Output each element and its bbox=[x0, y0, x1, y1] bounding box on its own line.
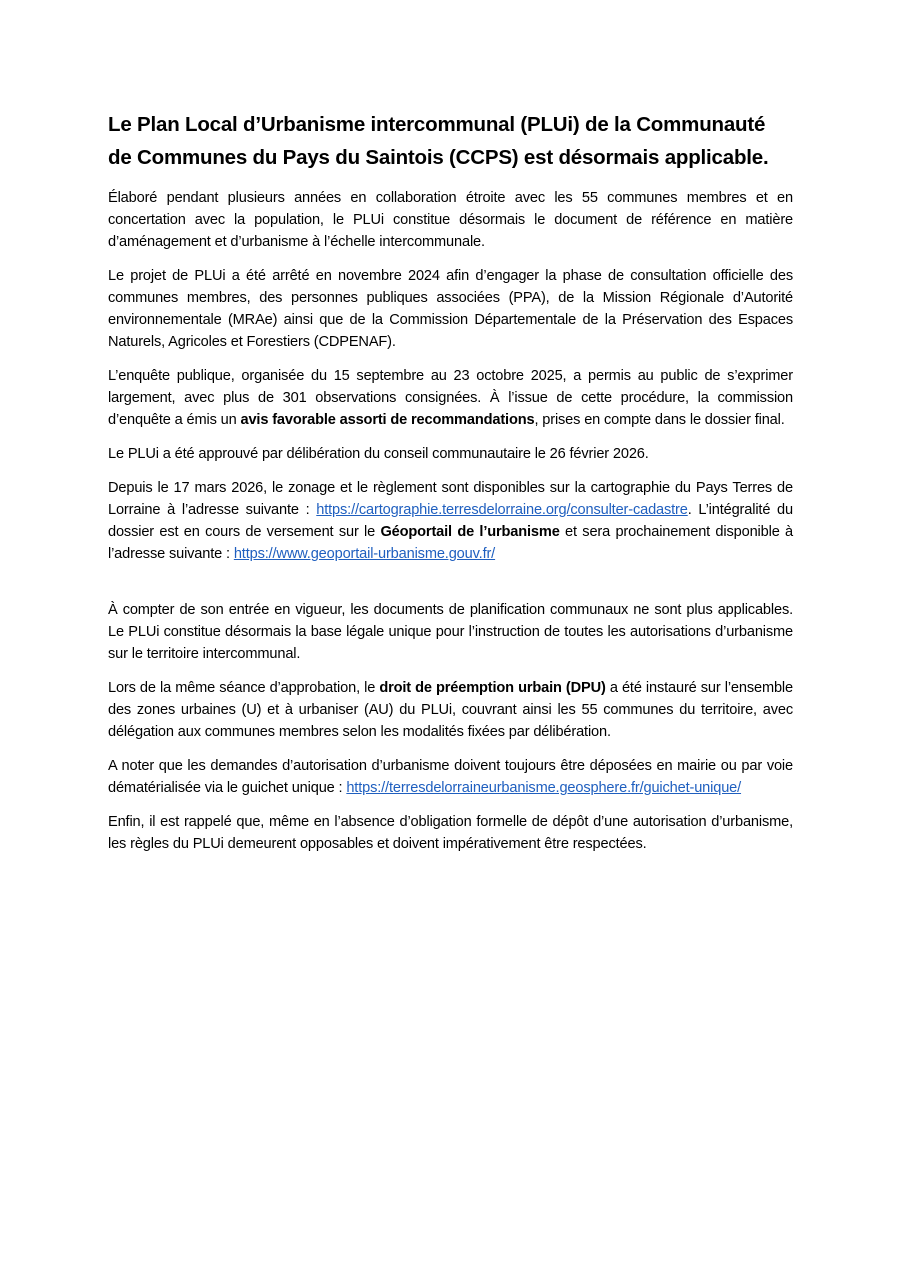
paragraph-entry-into-force: À compter de son entrée en vigueur, les documents de planification communaux ne sont plus applicables. Le PLUi constitue désormais la base légale unique pour l’instruction de toutes les autorisations d’urbanisme sur le territoire intercommunal. bbox=[108, 602, 793, 662]
document-page bbox=[108, 108, 793, 867]
paragraph-reminder: Enfin, il est rappelé que, même en l’absence d’obligation formelle de dépôt d’une autorisation d’urbanisme, les règles du PLUi demeurent opposables et doivent impérativement être respectées. bbox=[108, 814, 793, 852]
paragraph-project-arrest: Le projet de PLUi a été arrêté en novembre 2024 afin d’engager la phase de consultation officielle des communes membres, des personnes publiques associées (PPA), de la Mission Régionale d’Autorité environnementale (MRAe) ainsi que de la Commission Départementale de la Préservation des Espaces Naturels, Agricoles et Forestiers (CDPENAF). bbox=[108, 268, 793, 350]
guichet-unique-link[interactable]: https://terresdelorraineurbanisme.geosphere.fr/guichet-unique/ bbox=[346, 780, 742, 796]
dpu-bold: droit de préemption urbain (DPU) bbox=[379, 680, 606, 696]
paragraph-guichet-unique bbox=[108, 755, 793, 799]
document-title: Le Plan Local d’Urbanisme intercommunal (PLUi) de la Communauté de Communes du Pays du Saintois (CCPS) est désormais applicable. bbox=[108, 113, 769, 169]
dpu-text-end: a été instauré sur l’ensemble des zones urbaines (U) et à urbaniser (AU) du PLUi, couvrant ainsi les 55 communes du territoire, avec délégation aux communes membres selon les modalités fixées par délibération. bbox=[108, 680, 793, 740]
availability-text-mid: . L’intégralité du dossier est en cours de versement sur le bbox=[108, 502, 793, 540]
cartography-link[interactable]: https://cartographie.terresdelorraine.org/consulter-cadastre bbox=[316, 502, 688, 518]
guichet-text: A noter que les demandes d’autorisation d’urbanisme doivent toujours être déposées en mairie ou par voie dématérialisée via le guichet unique : bbox=[108, 758, 793, 796]
geoportail-bold: Géoportail de l’urbanisme bbox=[380, 524, 560, 540]
paragraph-approval: Le PLUi a été approuvé par délibération du conseil communautaire le 26 février 2026. bbox=[108, 446, 649, 462]
paragraph-availability bbox=[108, 477, 793, 565]
paragraph-public-inquiry bbox=[108, 365, 793, 431]
inquiry-text-start: L’enquête publique, organisée du 15 septembre au 23 octobre 2025, a permis au public de s’exprimer largement, avec plus de 301 observations consignées. À l’issue de cette procédure, la commission d’enquête a émis un bbox=[108, 368, 793, 428]
dpu-text-start: Lors de la même séance d’approbation, le bbox=[108, 680, 380, 696]
paragraph-elaboration: Élaboré pendant plusieurs années en collaboration étroite avec les 55 communes membres et en concertation avec la population, le PLUi constitue désormais le document de référence en matière d’aménagement et d’urbanisme à l’échelle intercommunale. bbox=[108, 190, 793, 250]
inquiry-opinion-bold: avis favorable assorti de recommandations bbox=[240, 412, 535, 428]
geoportail-link[interactable]: https://www.geoportail-urbanisme.gouv.fr/ bbox=[233, 546, 496, 562]
availability-text-start: Depuis le 17 mars 2026, le zonage et le règlement sont disponibles sur la cartographie du Pays Terres de Lorraine à l’adresse suivante : bbox=[108, 480, 793, 518]
availability-text-mid2: et sera prochainement disponible à l’adresse suivante : bbox=[108, 524, 793, 562]
inquiry-text-end: , prises en compte dans le dossier final. bbox=[534, 412, 785, 428]
paragraph-dpu bbox=[108, 677, 793, 743]
